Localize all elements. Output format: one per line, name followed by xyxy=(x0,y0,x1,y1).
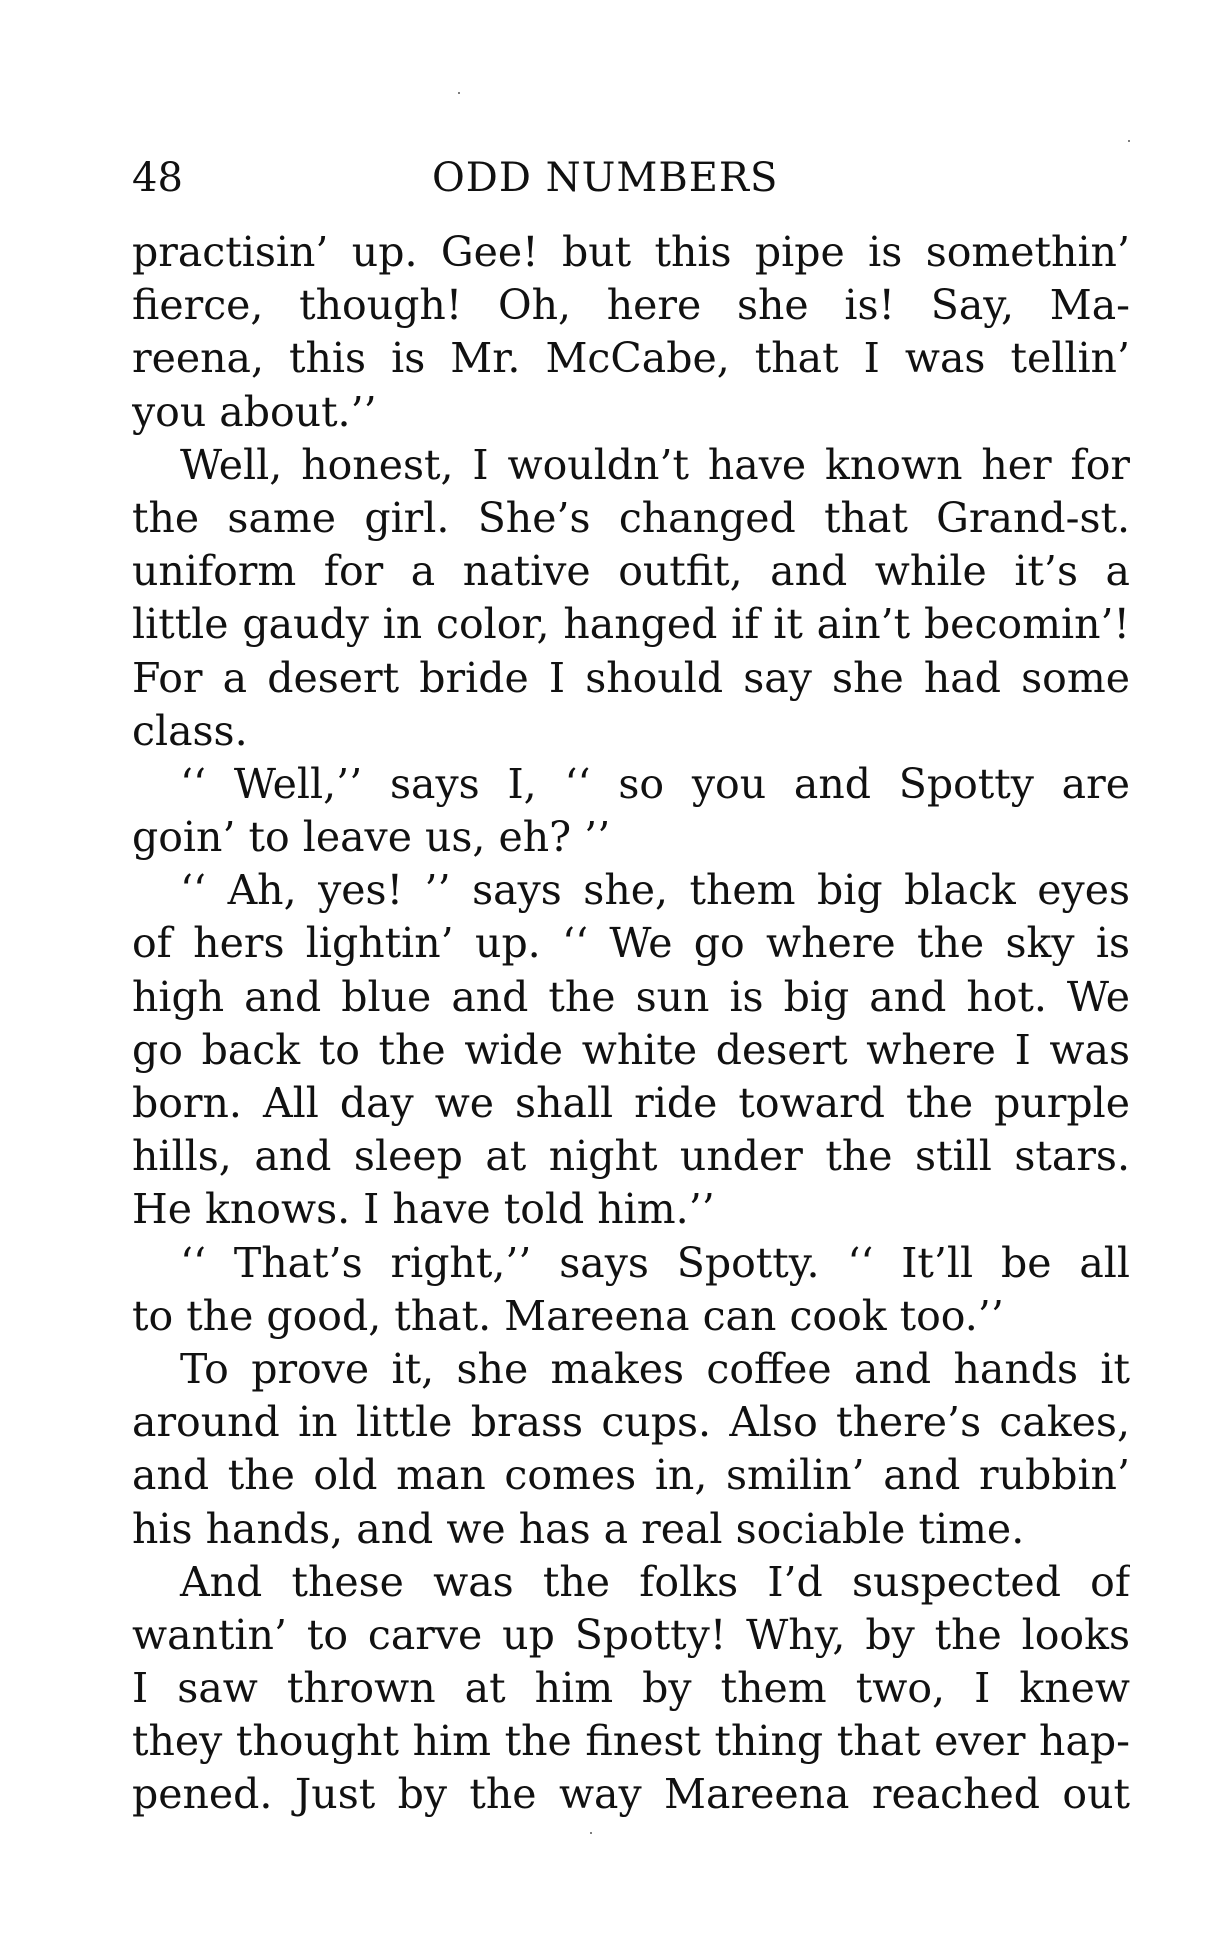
text-line: class. xyxy=(132,706,248,755)
page-number: 48 xyxy=(132,155,183,201)
scan-speck xyxy=(590,1832,592,1834)
text-line: To prove it, she makes coffee and hands it xyxy=(180,1344,1130,1393)
text-line: high and blue and the sun is big and hot. We xyxy=(132,972,1130,1021)
text-line: his hands, and we has a real sociable time. xyxy=(132,1504,1025,1553)
text-line: Well, honest, I wouldn’t have known her for xyxy=(180,440,1130,489)
text-line: born. All day we shall ride toward the purple xyxy=(132,1079,1130,1127)
text-line: ‘‘ Well,’’ says I, ‘‘ so you and Spotty are xyxy=(180,759,1130,808)
scan-speck xyxy=(458,92,460,94)
text-line: For a desert bride I should say she had some xyxy=(132,653,1130,702)
text-line: and the old man comes in, smilin’ and rubbin’ xyxy=(132,1451,1130,1500)
text-line: to the good, that. Mareena can cook too.’’ xyxy=(132,1291,1004,1340)
scan-speck xyxy=(1128,140,1130,142)
text-line: goin’ to leave us, eh? ’’ xyxy=(132,813,611,862)
text-line: hills, and sleep at night under the still stars. xyxy=(132,1132,1130,1181)
text-line: reena, this is Mr. McCabe, that I was tellin’ xyxy=(132,334,1130,383)
text-line: go back to the wide white desert where I was xyxy=(132,1025,1130,1074)
running-title: ODD NUMBERS xyxy=(432,155,779,201)
text-line: I saw thrown at him by them two, I knew xyxy=(132,1664,1130,1713)
text-line: ‘‘ Ah, yes! ’’ says she, them big black eyes xyxy=(180,866,1130,915)
text-line: the same girl. She’s changed that Grand-st. xyxy=(132,493,1130,542)
text-line: pened. Just by the way Mareena reached out xyxy=(132,1770,1130,1819)
text-line: of hers lightin’ up. ‘‘ We go where the sky is xyxy=(132,919,1130,968)
text-line: And these was the folks I’d suspected of xyxy=(180,1557,1130,1606)
text-line: little gaudy in color, hanged if it ain’t becomin’! xyxy=(132,600,1130,649)
text-line: He knows. I have told him.’’ xyxy=(132,1185,715,1234)
text-line: fierce, though! Oh, here she is! Say, Ma- xyxy=(132,281,1130,330)
text-line: wantin’ to carve up Spotty! Why, by the looks xyxy=(132,1610,1130,1659)
text-line: practisin’ up. Gee! but this pipe is somethin’ xyxy=(132,228,1130,276)
text-line: ‘‘ That’s right,’’ says Spotty. ‘‘ It’ll be all xyxy=(180,1238,1130,1287)
text-line: you about.’’ xyxy=(132,387,377,436)
text-line: around in little brass cups. Also there’s cakes, xyxy=(132,1398,1130,1447)
text-line: they thought him the finest thing that ever hap- xyxy=(132,1717,1130,1766)
text-line: uniform for a native outfit, and while it’s a xyxy=(132,547,1130,596)
page-header xyxy=(132,150,1130,206)
body-text xyxy=(132,226,1130,1822)
